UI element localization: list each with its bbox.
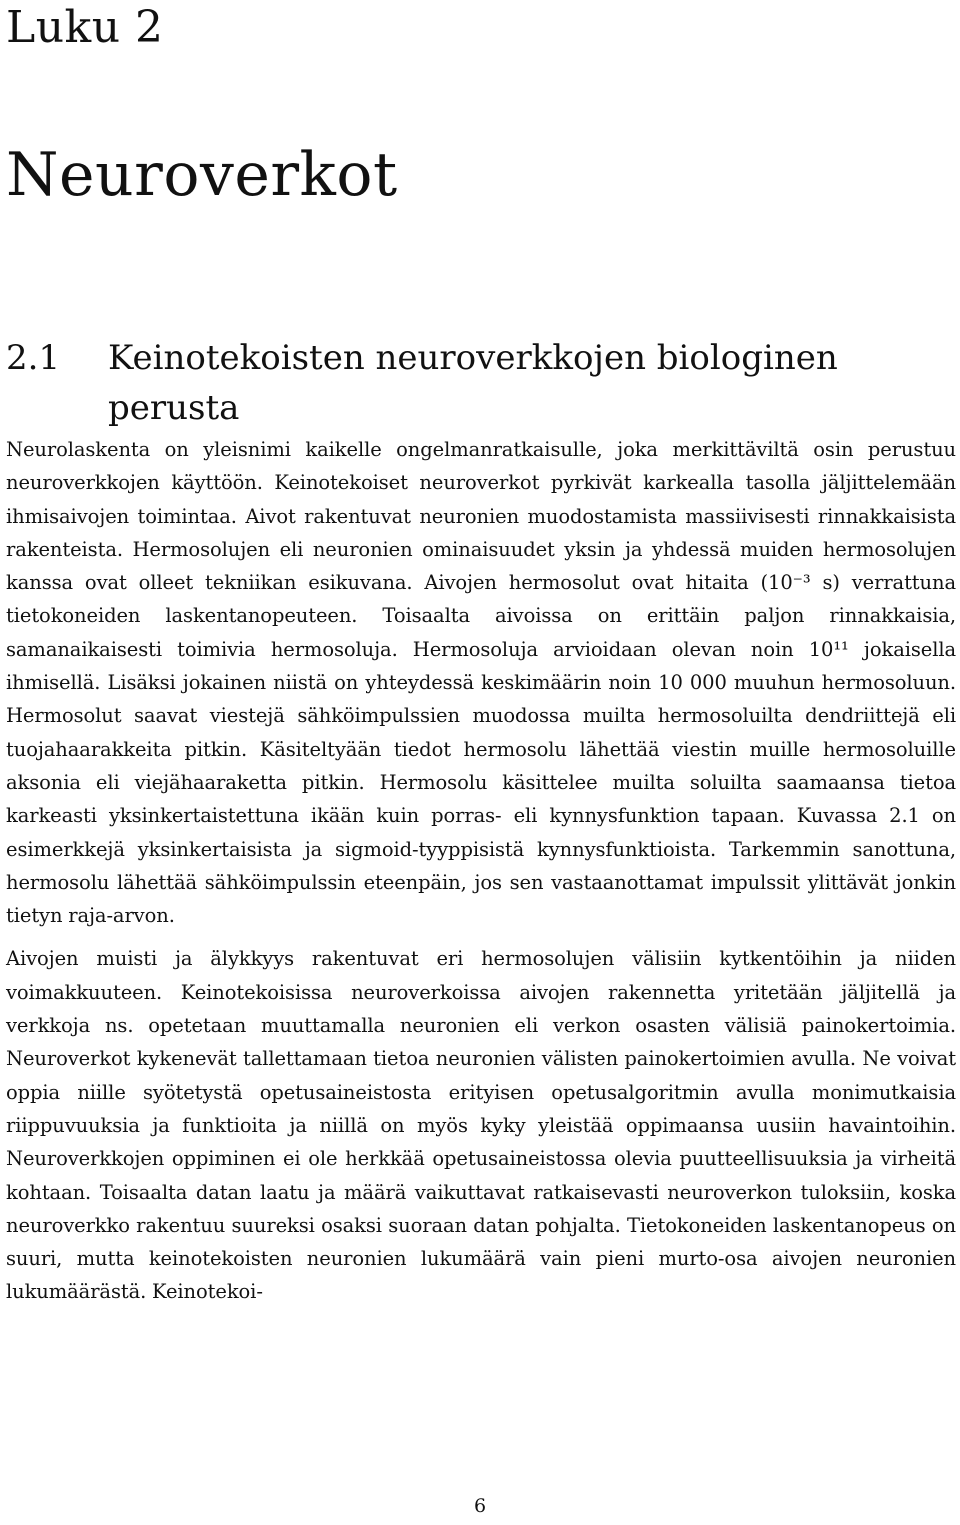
chapter-title: Neuroverkot	[6, 140, 398, 210]
paragraph-2: Aivojen muisti ja älykkyys rakentuvat eri hermosolujen välisiin kytkentöihin ja niiden voimakkuuteen. Keinotekoisissa neuroverkoissa aivojen rakennetta yritetään jäljitellä ja verkkoja ns. opetetaan muuttamalla neuronien eli verkon osasten välisiä painokertoimia. Neuroverkot kykenevät tallettamaan tietoa neuronien välisten painokertoimien avulla. Ne voivat oppia niille syötetystä opetusaineistosta erityisen opetusalgoritmin avulla monimutkaisia riippuvuuksia ja funktioita ja niillä on myös kyky yleistää oppimaansa uusiin havaintoihin. Neuroverkkojen oppiminen ei ole herkkää opetusaineistossa olevia puutteellisuuksia ja virheitä kohtaan. Toisaalta datan laatu ja määrä vaikuttavat ratkaisevasti neuroverkon tuloksiin, koska neuroverkko rakentuu suureksi osaksi suoraan datan pohjalta. Tietokoneiden laskentanopeus on suuri, mutta keinotekoisten neuronien lukumäärä vain pieni murto-osa aivojen neuronien lukumäärästä. Keinotekoi-	[6, 947, 956, 1304]
section-number: 2.1	[6, 338, 61, 378]
body-text	[6, 433, 956, 1309]
chapter-label: Luku 2	[6, 2, 164, 53]
section-heading	[6, 333, 956, 433]
paragraph-1: Neurolaskenta on yleisnimi kaikelle ongelmanratkaisulle, joka merkittäviltä osin perustuu neuroverkkojen käyttöön. Keinotekoiset neuroverkot pyrkivät karkealla tasolla jäljittelemään ihmisaivojen toimintaa. Aivot rakentuvat neuronien muodostamista massiivisesti rinnakkaisista rakenteista. Hermosolujen eli neuronien ominaisuudet yksin ja yhdessä muiden hermosolujen kanssa ovat olleet tekniikan esikuvana. Aivojen hermosolut ovat hitaita (10⁻³ s) verrattuna tietokoneiden laskentanopeuteen. Toisaalta aivoissa on erittäin paljon rinnakkaisia, samanaikaisesti toimivia hermosoluja. Hermosoluja arvioidaan olevan noin 10¹¹ jokaisella ihmisellä. Lisäksi jokainen niistä on yhteydessä keskimäärin noin 10 000 muuhun hermosoluun. Hermosolut saavat viestejä sähköimpulssien muodossa muilta hermosoluilta dendriittejä eli tuojahaarakkeita pitkin. Käsiteltyään tiedot hermosolu lähettää viestin muille hermosoluille aksonia eli viejähaaraketta pitkin. Hermosolu käsittelee muilta soluilta saamaansa tietoa karkeasti yksinkertaistettuna ikään kuin porras- eli kynnysfunktion tapaan. Kuvassa 2.1 on esimerkkejä yksinkertaisista ja sigmoid-tyyppisistä kynnysfunktioista. Tarkemmin sanottuna, hermosolu lähettää sähköimpulssin eteenpäin, jos sen vastaanottamat impulssit ylittävät jonkin tietyn raja-arvon.	[6, 438, 956, 928]
section-title: Keinotekoisten neuroverkkojen biologinen perusta	[108, 338, 838, 428]
page-number: 6	[473, 1495, 487, 1517]
